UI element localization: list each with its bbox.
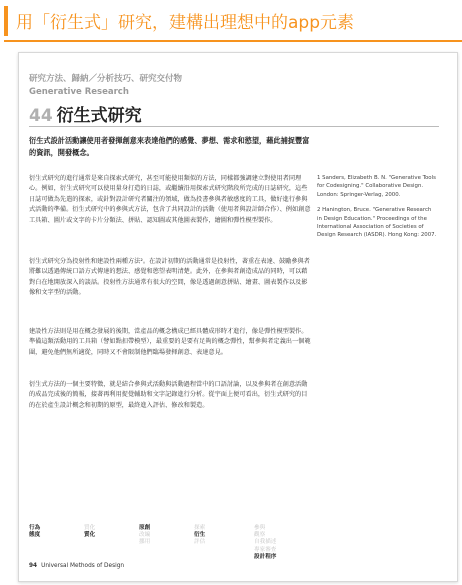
lead-paragraph: 衍生式設計活動讓使用者發揮創意來表達他們的感覺、夢想、需求和慾望，藉此捕捉豐富的資訊，開發概念。 [29,136,310,157]
reference-2: 2 Hanington, Bruce. "Generative Research in Design Education." Proceedings of the International Association of Societies of Design Research (IASDR). Hong Kong: 2007. [317,207,437,239]
chapter-number: 44 [29,106,53,126]
folio-number: 94 [29,563,38,569]
nav-item: 評估 [194,539,206,546]
body-paragraph-4: 衍生式方法的一個主要特徵，就是結合參與式活動與活動過程當中的口語討論，以及參與者在創意活動的成品完成後的簡報，接著再利用捉覺輔助和文字記錄進行分析。從宇面上便可看出，衍生式研究的目的在於產生設計概念和初期的原型，最終進入評估、修改和製造。 [29,381,308,409]
method-classification-nav [29,525,329,561]
body-paragraph-3: 建設性方法則是用在概念發展的後期，當產品的概念構成已經具體成形時才進行，像是彈性模型製作。準備這類活動用的工具箱（譬如點扣帶模型），最重要的是要有足夠的概念彈性，幫參與者定義出一個範圍，避免他們無所適從，同時又不會限制他們臨場發揮創意、表達意見。 [29,328,311,356]
nav-item: 態度 [29,532,41,539]
body-paragraph-1: 衍生式研究的進行通常是來自探索式研究，甚至可能使用類似的方法，同樣都強調建立對使用者同理心。例如，衍生式研究可以使用量身打造的日誌，或繼續沿用探索式研究階段所完成的日誌研究，這些日誌可做為先遣的探索，或針對設計研究者關注的領域，做為投書參與者敏感度的工具，做好進行參與式活動的準備。衍生式研究中的參與式方法，包含了共同設計的活動（使用者與設計師合作）、例如創意工具箱、圖片或文字的卡片分類法、拼貼、認知圖或其他圖表製作，繪圖和彈性模型製作。 [29,175,311,224]
header-bar [0,0,462,44]
book-page [18,52,458,582]
nav-col-2 [84,525,95,539]
page-folio [29,563,124,569]
nav-item: 衍生 [194,532,206,539]
reference-1: 1 Sanders, Elizabeth B. N. "Generative Tools for Codesigning." Collaborative Design. London: Springer-Verlag, 2000. [317,175,436,198]
folio-text: Universal Methods of Design [41,563,125,569]
nav-col-5 [254,525,276,561]
nav-item: 設計程序 [254,553,277,560]
category-label [29,73,182,99]
nav-item: 探索 [194,525,206,531]
references-sidebar [317,174,437,247]
body-paragraph-2: 衍生式研究分為投射性和建設性兩種方法²。在設計初期的活動通常是投射性，著重在表達、鼓勵參與者將難以透過傳統口語方式傳達的想法、感覺和慾望表明清楚。此外，在參與者創造成品的同時，可以藉對白在地開放深入的談話。投射性方法通常有很大的空間，像是透過創意拼貼、繪畫、圖表製作以及影像和文字型的活動。 [29,258,310,297]
chapter-rule [29,126,439,127]
nav-item: 改編 [139,532,151,539]
nav-col-4 [194,525,205,547]
header-accent-bar [4,6,8,36]
header-divider [4,40,462,42]
chapter-title: 衍生式研究 [56,106,142,126]
header-title: 用「衍生式」研究，建構出理想中的app元素 [16,13,354,33]
nav-item: 觀察 [254,532,266,539]
category-en: Generative Research [29,87,129,97]
nav-item: 自我描述 [254,539,277,546]
nav-item: 挪用 [139,539,151,546]
nav-item: 質化 [84,525,96,531]
nav-item: 行為 [29,525,41,531]
nav-item: 原創 [139,525,151,531]
nav-item: 專家審查 [254,546,277,553]
nav-item: 參與 [254,525,266,531]
chapter-heading [29,101,142,126]
nav-item: 質化 [84,532,96,539]
nav-col-3 [139,525,150,547]
category-zh: 研究方法、歸納／分析技巧、研究交付物 [29,74,183,84]
nav-col-1 [29,525,40,539]
